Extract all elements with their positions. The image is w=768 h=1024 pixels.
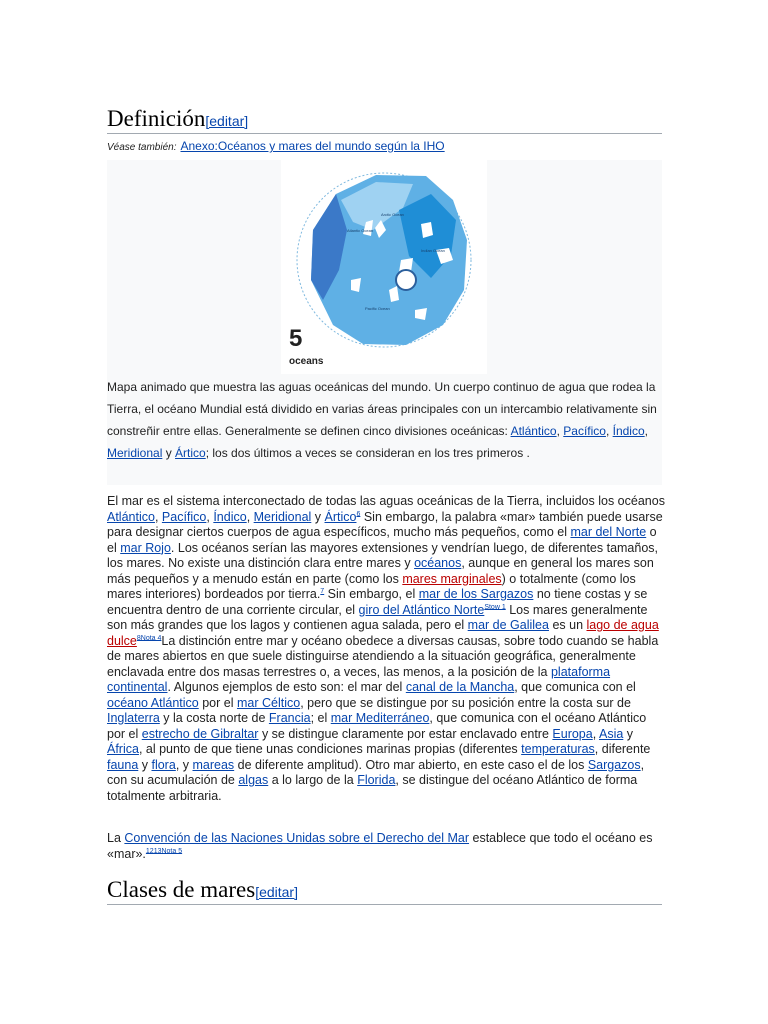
map-label-pacific: Pacific Ocean <box>365 306 390 311</box>
link-meridional[interactable]: Meridional <box>253 509 312 524</box>
heading-title: Clases de mares <box>107 877 256 902</box>
link-lago-de-agua-dulce[interactable]: lago de agua dulce <box>107 618 659 648</box>
body-paragraph-1: El mar es el sistema interconectado de todas las aguas oceánicas de la Tierra, incluidos los océanos Atlántico, Pacífico, Índico, Meridional y Ártico$^6$ Sin embargo, la palabra «mar» también puede usarse para designar ciertos cuerpos de agua específicos, mucho más pequeños, como el mar del Norte o el mar Rojo. Los océanos serían las mayores extensiones y vendrían luego, de diferentes tamaños, los mares. No existe una distinción clara entre mares y océanos, aunque en general los mares son más pequeños y a menudo están en parte (como los mares marginales) o totalmente (como los mares interiores) bordeados por tierra.$^7$ Sin embargo, el mar de los Sargazos no tiene costas y se encuentra dentro de una corriente circular, el giro del Atlántico Norte$^{Stow 1}$ Los mares generalmente son más grandes que los lagos y contienen agua salada, pero el mar de Galilea es un lago de agua dulce$^{8Nota 4}$La distinción entre mar y océano obedece a diversas causas, sobre todo cuando se habla de mares abiertos en que suele distinguirse atendiendo a la situación geográfica, generalmente enclavada entre dos masas terrestres o, a veces, las menos, a la posición de la plataforma continental. Algunos ejemplos de esto son: el mar del canal de la Mancha, que comunica con el océano Atlántico por el mar Céltico, pero que se distingue por su posición entre la costa sur de Inglaterra y la costa norte de Francia; el mar Mediterráneo, que comunica con el océano Atlántico por el estrecho de Gibraltar y se distingue claramente por estar enclavado entre Europa, Asia y África, al punto de que tiene unas condiciones marinas propias (diferentes temperaturas, diferente fauna y flora, y mareas de diferente amplitud). Otro mar abierto, en este caso el de los Sargazos, con su acumulación de algas a lo largo de la Florida, se distingue del océano Atlántico de forma totalmente arbitraria. <box>107 494 665 803</box>
figure-box <box>107 160 662 485</box>
section-heading-definicion <box>107 106 662 134</box>
see-also-label: Véase también: <box>107 142 177 153</box>
link-temperaturas[interactable]: temperaturas <box>521 742 595 756</box>
link-sargazos[interactable]: Sargazos <box>587 757 641 772</box>
globe-graphic <box>281 160 487 374</box>
link-atlantico[interactable]: Atlántico <box>107 509 155 524</box>
link-oceanos[interactable]: océanos <box>414 556 462 570</box>
link-indico[interactable]: Índico <box>213 509 247 524</box>
link-mar-del-norte[interactable]: mar del Norte <box>570 525 647 539</box>
map-number: 5 <box>289 325 303 352</box>
link-mar-mediterraneo[interactable]: mar Mediterráneo <box>330 711 430 725</box>
link-mares-marginales[interactable]: mares marginales <box>402 571 502 586</box>
link-mar-celtico[interactable]: mar Céltico <box>236 695 301 710</box>
reference-6[interactable]: 6 <box>356 510 361 518</box>
reference-7[interactable]: 7 <box>320 587 325 595</box>
map-label-arctic: Arctic Ocean <box>381 212 404 217</box>
link-asia[interactable]: Asia <box>598 726 624 741</box>
caption-link-meridional[interactable]: Meridional <box>107 446 163 460</box>
link-giro-atlantico-norte[interactable]: giro del Atlántico Norte <box>358 602 485 617</box>
link-flora[interactable]: flora <box>151 757 176 772</box>
link-mar-rojo[interactable]: mar Rojo <box>120 540 171 555</box>
link-fauna[interactable]: fauna <box>107 757 139 772</box>
body-paragraph-2: La Convención de las Naciones Unidas sobre el Derecho del Mar establece que todo el océano es «mar».$^{1213Nota 5}$ <box>107 831 653 861</box>
link-europa[interactable]: Europa <box>552 726 593 741</box>
edit-link[interactable]: [editar] <box>255 884 298 900</box>
caption-link-atlantico[interactable]: Atlántico <box>510 424 557 438</box>
caption-link-pacifico[interactable]: Pacífico <box>563 424 606 438</box>
caption-link-indico[interactable]: Índico <box>612 424 645 438</box>
caption-link-artico[interactable]: Ártico <box>175 446 206 460</box>
reference-stow-1[interactable]: Stow 1 <box>484 603 506 611</box>
link-mar-de-los-sargazos[interactable]: mar de los Sargazos <box>418 587 534 601</box>
map-label-indian: Indian Ocean <box>421 248 445 253</box>
ocean-map-image[interactable] <box>281 160 487 374</box>
link-mareas[interactable]: mareas <box>192 757 235 772</box>
link-florida[interactable]: Florida <box>357 773 396 787</box>
map-label-atlantic: Atlantic Ocean <box>347 228 374 233</box>
section-heading-clases-de-mares <box>107 877 662 905</box>
link-canal-de-la-mancha[interactable]: canal de la Mancha <box>405 680 515 694</box>
link-artico[interactable]: Ártico <box>324 509 357 524</box>
see-also-hatnote <box>107 139 445 153</box>
reference-12-13-nota-5[interactable]: 1213Nota 5 <box>145 847 183 855</box>
edit-link[interactable]: [editar] <box>205 113 249 129</box>
reference-8-nota-4[interactable]: 8Nota 4 <box>136 634 162 642</box>
link-mar-de-galilea[interactable]: mar de Galilea <box>467 618 549 632</box>
link-africa[interactable]: África <box>107 742 139 756</box>
figure-caption: Mapa animado que muestra las aguas oceánicas del mundo. Un cuerpo continuo de agua que rodea la Tierra, el océano Mundial está dividido en varias áreas principales con un intercambio relativamente sin constreñir entre ellas. Generalmente se definen cinco divisiones oceánicas: Atlántico, Pacífico, Índico, Meridional y Ártico; los dos últimos a veces se consideran en los tres primeros . <box>107 380 657 460</box>
map-oceans-label: oceans <box>289 356 324 367</box>
link-convencion-derecho-del-mar[interactable]: Convención de las Naciones Unidas sobre el Derecho del Mar <box>124 831 470 845</box>
link-algas[interactable]: algas <box>238 773 269 787</box>
link-oceano-atlantico[interactable]: océano Atlántico <box>107 695 199 710</box>
heading-title: Definición <box>107 106 206 131</box>
link-inglaterra[interactable]: Inglaterra <box>107 711 160 725</box>
link-pacifico[interactable]: Pacífico <box>161 509 207 524</box>
link-francia[interactable]: Francia <box>268 711 311 725</box>
see-also-link[interactable]: Anexo:Océanos y mares del mundo según la IHO <box>180 139 445 153</box>
link-plataforma-continental[interactable]: plataforma continental <box>107 664 611 694</box>
link-estrecho-de-gibraltar[interactable]: estrecho de Gibraltar <box>141 726 259 741</box>
